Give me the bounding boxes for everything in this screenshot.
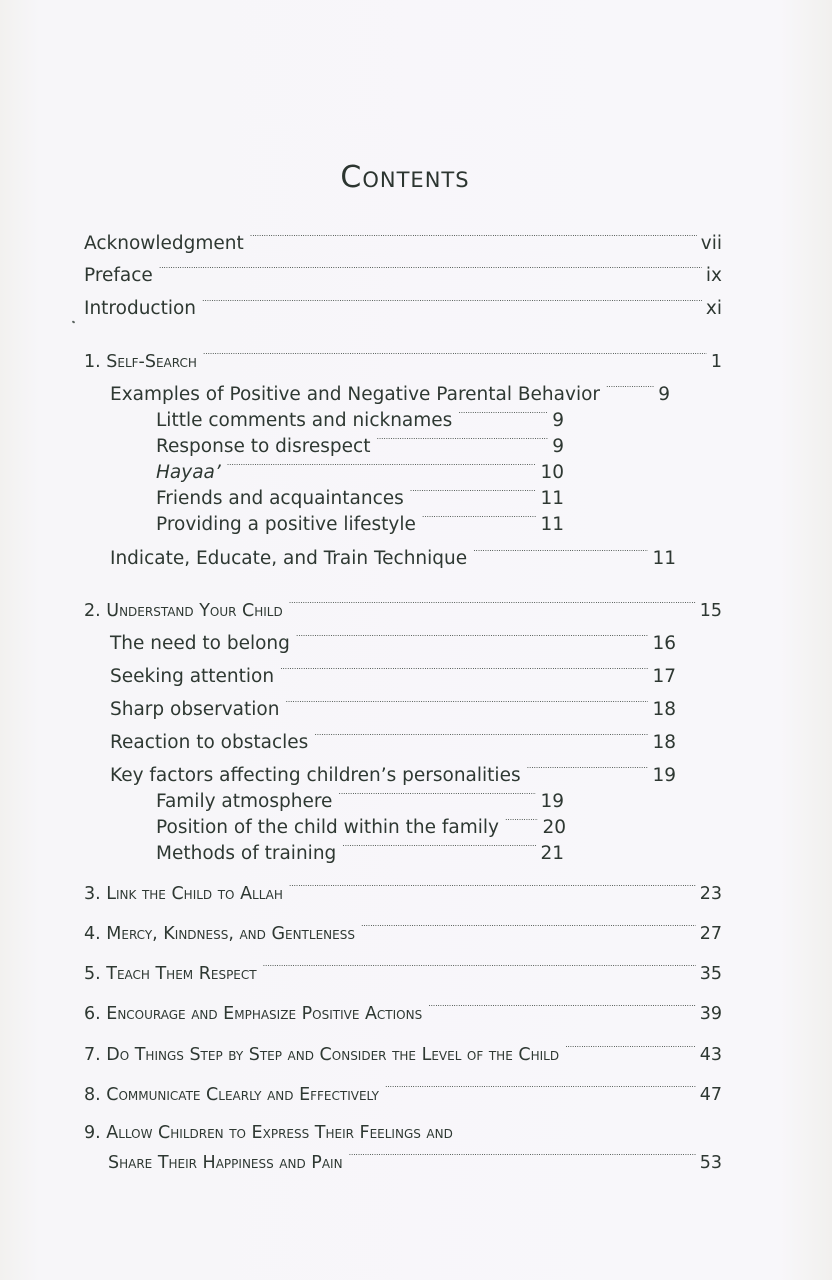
toc-entry-introduction[interactable] xyxy=(84,294,722,321)
toc-subsection[interactable] xyxy=(156,458,564,485)
toc-page-number: 9 xyxy=(552,410,564,431)
dot-leader xyxy=(314,728,648,748)
toc-page-number: 11 xyxy=(540,488,564,509)
toc-page-number: 21 xyxy=(540,843,564,864)
toc-chapter-9-line-1[interactable] xyxy=(84,1121,722,1145)
toc-page-number: 35 xyxy=(699,964,722,984)
dot-leader xyxy=(203,347,707,367)
toc-label: 5. Teach Them Respect xyxy=(84,964,257,984)
toc-label: Indicate, Educate, and Train Technique xyxy=(110,548,468,569)
toc-label: 2. Understand Your Child xyxy=(84,601,283,621)
toc-label: Friends and acquaintances xyxy=(156,488,404,509)
toc-chapter-5[interactable] xyxy=(84,959,722,986)
toc-label: Reaction to obstacles xyxy=(110,732,309,753)
toc-page-number: 18 xyxy=(652,699,676,720)
toc-label: Key factors affecting children’s personalities xyxy=(110,765,521,786)
dot-leader xyxy=(349,1148,696,1168)
toc-label: Sharp observation xyxy=(110,699,280,720)
dot-leader xyxy=(342,839,536,859)
toc-label: Hayaa’ xyxy=(156,462,221,483)
toc-label: Position of the child within the family xyxy=(156,817,499,838)
toc-page-number: 11 xyxy=(540,514,564,535)
dot-leader xyxy=(385,1080,696,1100)
print-speck xyxy=(72,320,76,323)
toc-page-number: xi xyxy=(705,298,722,319)
toc-page-number: 16 xyxy=(652,633,676,654)
dot-leader xyxy=(263,959,696,979)
toc-label: 9. Allow Children to Express Their Feelings and xyxy=(84,1123,453,1143)
toc-page-number: 19 xyxy=(652,765,676,786)
toc-subsection[interactable] xyxy=(156,432,564,459)
toc-page-number: 19 xyxy=(540,791,564,812)
toc-label: Acknowledgment xyxy=(84,233,244,254)
toc-label: Preface xyxy=(84,265,153,286)
toc-page-number: 43 xyxy=(699,1045,722,1065)
toc-page-number: 18 xyxy=(652,732,676,753)
toc-label: Examples of Positive and Negative Parental Behavior xyxy=(110,384,601,405)
toc-label: Family atmosphere xyxy=(156,791,333,812)
toc-chapter-1[interactable] xyxy=(84,347,722,374)
dot-leader xyxy=(473,544,648,564)
toc-chapter-4[interactable] xyxy=(84,919,722,946)
dot-leader xyxy=(361,919,696,939)
toc-section[interactable] xyxy=(110,695,676,722)
dot-leader xyxy=(505,813,538,833)
dot-leader xyxy=(202,294,702,314)
dot-leader xyxy=(289,879,696,899)
dot-leader xyxy=(289,596,696,616)
dot-leader xyxy=(280,662,648,682)
toc-chapter-6[interactable] xyxy=(84,999,722,1026)
dot-leader xyxy=(565,1040,696,1060)
toc-page-number: 10 xyxy=(540,462,564,483)
toc-section[interactable] xyxy=(110,380,670,407)
toc-page-number: 39 xyxy=(699,1004,722,1024)
dot-leader xyxy=(285,695,648,715)
toc-page-number: 1 xyxy=(710,352,722,372)
toc-section[interactable] xyxy=(110,761,676,788)
toc-chapter-2[interactable] xyxy=(84,596,722,623)
toc-label: 8. Communicate Clearly and Effectively xyxy=(84,1085,379,1105)
toc-label: 4. Mercy, Kindness, and Gentleness xyxy=(84,924,355,944)
dot-leader xyxy=(458,406,548,426)
dot-leader xyxy=(527,761,649,781)
dot-leader xyxy=(410,484,537,504)
toc-page-number: vii xyxy=(700,233,722,254)
dot-leader xyxy=(428,999,695,1019)
toc-chapter-3[interactable] xyxy=(84,879,722,906)
toc-page-number: 11 xyxy=(652,548,676,569)
toc-label: Response to disrespect xyxy=(156,436,371,457)
dot-leader xyxy=(376,432,548,452)
toc-subsection[interactable] xyxy=(156,813,566,840)
toc-label: 3. Link the Child to Allah xyxy=(84,884,283,904)
toc-page-number: 27 xyxy=(699,924,722,944)
dot-leader xyxy=(606,380,654,400)
toc-label: Introduction xyxy=(84,298,197,319)
toc-label: The need to belong xyxy=(110,633,290,654)
toc-subsection[interactable] xyxy=(156,839,564,866)
toc-section[interactable] xyxy=(110,662,676,689)
toc-label: 7. Do Things Step by Step and Consider the Level of the Child xyxy=(84,1045,560,1065)
toc-label: 1. Self-Search xyxy=(84,352,197,372)
toc-subsection[interactable] xyxy=(156,406,564,433)
toc-chapter-9-line-2[interactable] xyxy=(108,1148,722,1175)
dot-leader xyxy=(422,510,537,530)
toc-label: Little comments and nicknames xyxy=(156,410,453,431)
toc-page-number: 9 xyxy=(658,384,670,405)
toc-page-number: 23 xyxy=(699,884,722,904)
toc-page-number: 53 xyxy=(699,1153,722,1173)
toc-entry-preface[interactable] xyxy=(84,261,722,288)
toc-subsection[interactable] xyxy=(156,510,564,537)
toc-page-number: 15 xyxy=(699,601,722,621)
toc-chapter-7[interactable] xyxy=(84,1040,722,1067)
toc-page-number: 47 xyxy=(699,1085,722,1105)
toc-page-number: ix xyxy=(705,265,722,286)
toc-page-number: 17 xyxy=(652,666,676,687)
dot-leader xyxy=(338,787,536,807)
toc-label: Methods of training xyxy=(156,843,337,864)
toc-chapter-8[interactable] xyxy=(84,1080,722,1107)
toc-subsection[interactable] xyxy=(156,484,564,511)
toc-entry-acknowledgment[interactable] xyxy=(84,229,722,256)
toc-label-continued: Share Their Happiness and Pain xyxy=(108,1153,343,1173)
dot-leader xyxy=(159,261,702,281)
dot-leader xyxy=(227,458,537,478)
dot-leader xyxy=(296,629,649,649)
page-title: Contents xyxy=(340,160,470,195)
toc-label: Seeking attention xyxy=(110,666,275,687)
toc-page-number: 9 xyxy=(552,436,564,457)
toc-section[interactable] xyxy=(110,728,676,755)
toc-section[interactable] xyxy=(110,544,676,571)
dot-leader xyxy=(250,229,697,249)
toc-section[interactable] xyxy=(110,629,676,656)
toc-page-number: 20 xyxy=(542,817,566,838)
toc-subsection[interactable] xyxy=(156,787,564,814)
toc-label: Providing a positive lifestyle xyxy=(156,514,416,535)
toc-label: 6. Encourage and Emphasize Positive Actions xyxy=(84,1004,423,1024)
